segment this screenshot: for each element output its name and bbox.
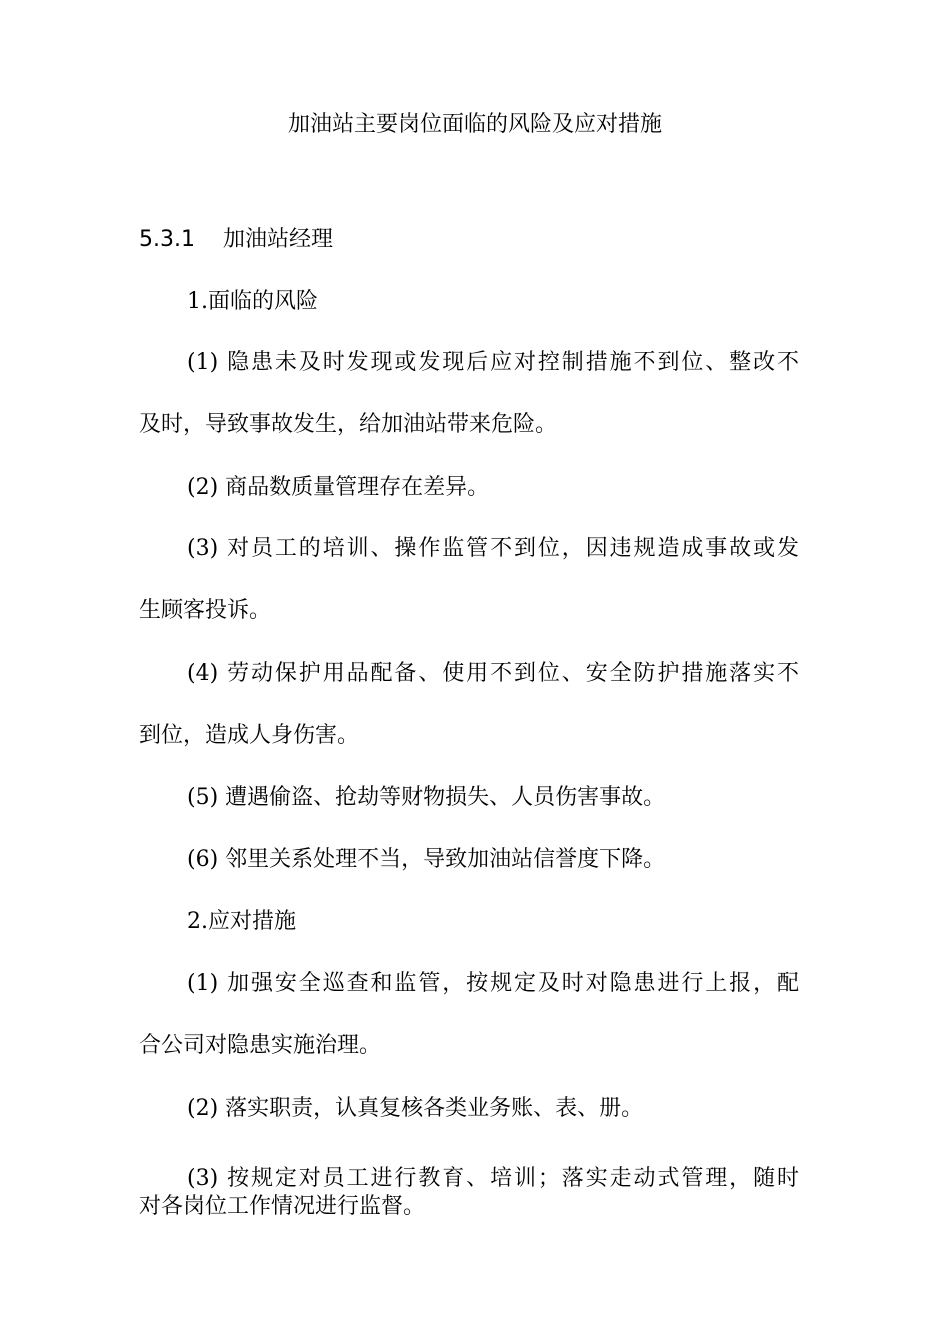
risk-item-3-line-1: (3) 对员工的培训、操作监管不到位，因违规造成事故或发 [187,536,799,561]
risk-item-2: (2) 商品数质量管理存在差异。 [187,475,490,500]
section-number: 5.3.1 [139,227,195,252]
risk-item-5: (5) 遭遇偷盗、抢劫等财物损失、人员伤害事故。 [187,785,666,810]
section-heading [139,225,333,255]
document-title: 加油站主要岗位面临的风险及应对措施 [287,112,662,137]
measure-item-3-line-2: 对各岗位工作情况进行监督。 [139,1194,426,1219]
risk-item-1-line-1: (1) 隐患未及时发现或发现后应对控制措施不到位、整改不 [187,350,799,375]
risk-item-6: (6) 邻里关系处理不当，导致加油站信誉度下降。 [187,847,666,872]
measure-item-2: (2) 落实职责，认真复核各类业务账、表、册。 [187,1096,644,1121]
risk-item-4-line-1: (4) 劳动保护用品配备、使用不到位、安全防护措施落实不 [187,661,799,686]
measure-item-1-line-2: 合公司对隐患实施治理。 [139,1033,382,1058]
measure-item-3-line-1: (3) 按规定对员工进行教育、培训；落实走动式管理，随时 [187,1166,799,1191]
risk-item-1-line-2: 及时，导致事故发生，给加油站带来危险。 [139,412,558,437]
risks-heading: 1.面临的风险 [187,289,318,314]
measure-item-1-line-1: (1) 加强安全巡查和监管，按规定及时对隐患进行上报，配 [187,971,799,996]
risk-item-4-line-2: 到位，造成人身伤害。 [139,723,360,748]
risk-item-3-line-2: 生顾客投诉。 [139,598,272,623]
measures-heading: 2.应对措施 [187,909,296,934]
section-title: 加油站经理 [223,227,334,252]
